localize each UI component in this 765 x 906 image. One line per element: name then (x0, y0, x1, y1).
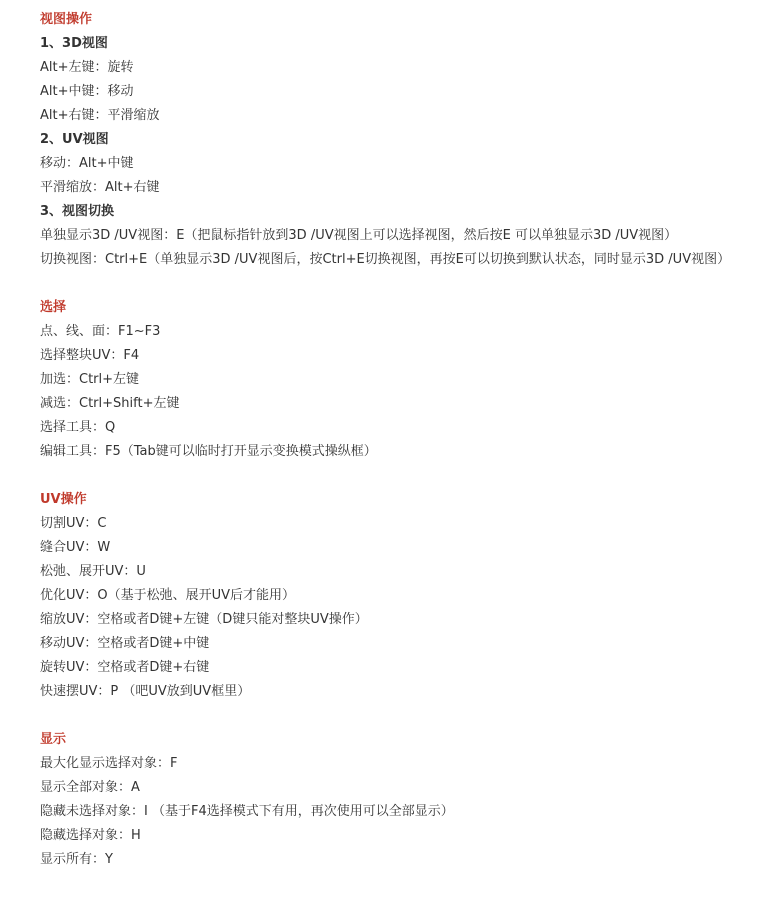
shortcut-line: 编辑工具：F5（Tab键可以临时打开显示变换模式操纵框） (40, 444, 377, 459)
shortcut-line: Alt+左键：旋转 (40, 60, 134, 75)
subsection-heading: 2、UV视图 (40, 132, 109, 147)
shortcut-document (40, 8, 760, 872)
subsection-heading: 1、3D视图 (40, 36, 108, 51)
section-heading: 视图操作 (40, 12, 93, 27)
shortcut-line: 点、线、面：F1~F3 (40, 324, 161, 339)
shortcut-line: 旋转UV：空格或者D键+右键 (40, 660, 210, 675)
shortcut-line: 缩放UV：空格或者D键+左键（D键只能对整块UV操作） (40, 612, 368, 627)
shortcut-line: 单独显示3D /UV视图：E（把鼠标指针放到3D /UV视图上可以选择视图，然后按E 可以单独显示3D /UV视图） (40, 228, 678, 243)
shortcut-line: 选择工具：Q (40, 420, 116, 435)
section-heading: UV操作 (40, 492, 87, 507)
section-heading: 选择 (40, 300, 67, 315)
shortcut-line: 加选：Ctrl+左键 (40, 372, 140, 387)
shortcut-line: Alt+右键：平滑缩放 (40, 108, 160, 123)
section-spacer (40, 272, 760, 296)
shortcut-line: 最大化显示选择对象：F (40, 756, 178, 771)
shortcut-line: 选择整块UV：F4 (40, 348, 140, 363)
shortcut-line: 显示所有：Y (40, 852, 113, 867)
shortcut-line: 切割UV：C (40, 516, 107, 531)
section-3 (40, 728, 760, 872)
shortcut-line: 优化UV：O（基于松弛、展开UV后才能用） (40, 588, 296, 603)
shortcut-line: 减选：Ctrl+Shift+左键 (40, 396, 180, 411)
shortcut-line: 平滑缩放：Alt+右键 (40, 180, 160, 195)
section-heading: 显示 (40, 732, 67, 747)
shortcut-line: 隐藏选择对象：H (40, 828, 141, 843)
shortcut-line: Alt+中键：移动 (40, 84, 134, 99)
section-1 (40, 296, 760, 464)
section-0 (40, 8, 760, 272)
shortcut-line: 隐藏未选择对象：I （基于F4选择模式下有用，再次使用可以全部显示） (40, 804, 454, 819)
section-spacer (40, 704, 760, 728)
shortcut-line: 移动UV：空格或者D键+中键 (40, 636, 210, 651)
shortcut-line: 切换视图：Ctrl+E（单独显示3D /UV视图后，按Ctrl+E切换视图，再按E可以切换到默认状态，同时显示3D /UV视图） (40, 252, 731, 267)
section-spacer (40, 464, 760, 488)
subsection-heading: 3、视图切换 (40, 204, 115, 219)
shortcut-line: 快速摆UV：P （吧UV放到UV框里） (40, 684, 251, 699)
shortcut-line: 移动：Alt+中键 (40, 156, 134, 171)
shortcut-line: 松弛、展开UV：U (40, 564, 146, 579)
section-2 (40, 488, 760, 704)
shortcut-line: 缝合UV：W (40, 540, 111, 555)
shortcut-line: 显示全部对象：A (40, 780, 140, 795)
